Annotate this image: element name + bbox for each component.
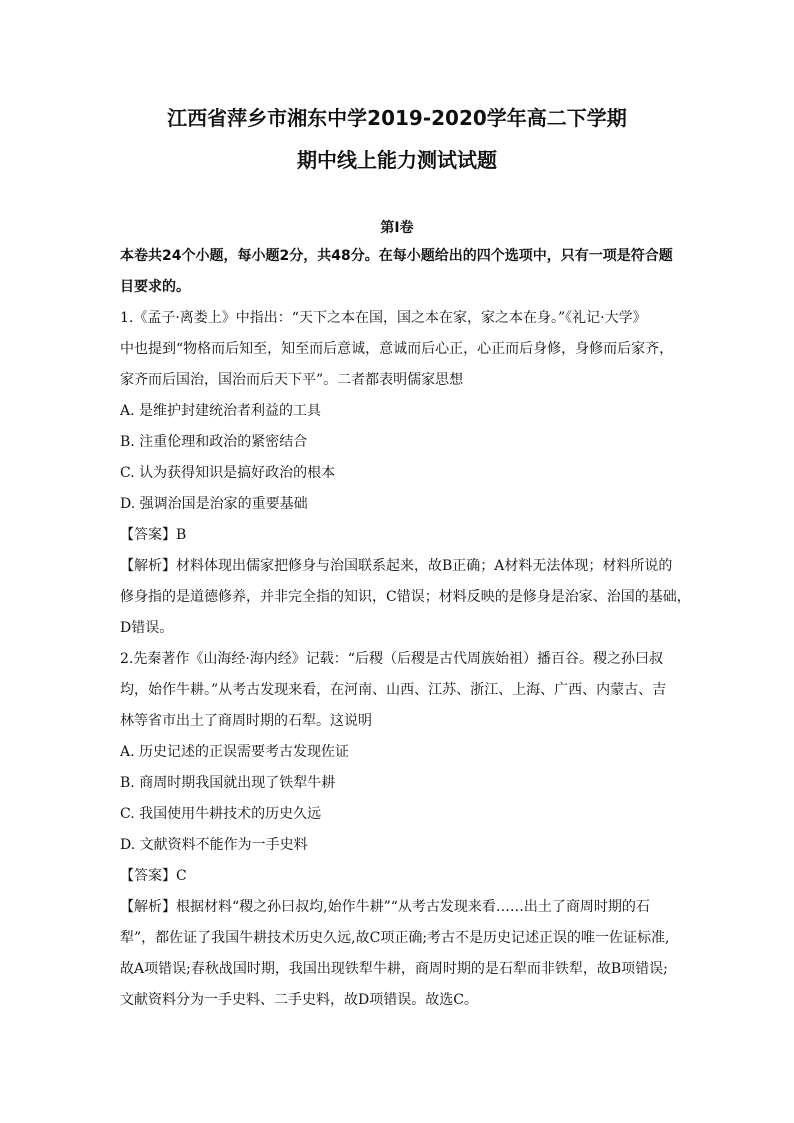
question-2-analysis-line-4: 文献资料分为一手史料、二手史料，故D项错误。故选C。 bbox=[120, 992, 478, 1008]
question-1-option-b: B. 注重伦理和政治的紧密结合 bbox=[120, 434, 308, 450]
section-heading: 第Ⅰ卷 bbox=[380, 220, 414, 236]
question-2-stem-line-3: 林等省市出土了商周时期的石犁。这说明 bbox=[120, 713, 372, 729]
question-1 bbox=[120, 303, 691, 644]
question-2 bbox=[120, 644, 674, 1016]
question-2-stem-line-2: 均，始作牛耕。”从考古发现来看，在河南、山西、江苏、浙江、上海、广西、内蒙古、吉 bbox=[120, 682, 667, 698]
question-2-option-d: D. 文献资料不能作为一手史料 bbox=[120, 837, 308, 853]
question-1-answer: 【答案】B bbox=[120, 527, 187, 543]
question-1-analysis-line-1: 【解析】材料体现出儒家把修身与治国联系起来，故B正确；A材料无法体现；材料所说的 bbox=[120, 558, 673, 574]
question-1-option-c: C. 认为获得知识是搞好政治的根本 bbox=[120, 465, 336, 481]
question-2-analysis-line-1: 【解析】根据材料“稷之孙曰叔均,始作牛耕”“从考古发现来看……出土了商周时期的石 bbox=[120, 899, 650, 915]
section-instructions: 本卷共24个小题，每小题2分，共48分。在每小题给出的四个选项中，只有一项是符合题目要求的。 bbox=[120, 248, 673, 295]
document-title-line-2: 期中线上能力测试试题 bbox=[297, 148, 497, 172]
question-1-stem-line-1: 1.《孟子·离娄上》中指出：“天下之本在国，国之本在家，家之本在身。”《礼记·大学》 bbox=[120, 310, 647, 326]
question-2-stem-line-1: 2.先秦著作《山海经·海内经》记载：“后稷（后稷是古代周族始祖）播百谷。稷之孙曰叔 bbox=[120, 651, 663, 667]
question-2-answer: 【答案】C bbox=[120, 868, 187, 884]
question-2-option-b: B. 商周时期我国就出现了铁犁牛耕 bbox=[120, 775, 336, 791]
document-title-line-1: 江西省萍乡市湘东中学2019-2020学年高二下学期 bbox=[167, 106, 627, 130]
question-1-analysis-line-3: D错误。 bbox=[120, 620, 174, 636]
question-1-analysis-line-2: 修身指的是道德修养，并非完全指的知识，C错误；材料反映的是修身是治家、治国的基础， bbox=[120, 589, 691, 605]
question-2-option-a: A. 历史记述的正误需要考古发现佐证 bbox=[120, 744, 350, 760]
question-1-stem-line-3: 家齐而后国治，国治而后天下平”。二者都表明儒家思想 bbox=[120, 372, 464, 388]
question-2-analysis-line-3: 故A项错误;春秋战国时期，我国出现铁犁牛耕，商周时期的是石犁而非铁犁，故B项错误; bbox=[120, 961, 668, 977]
question-2-analysis-line-2: 犁”，都佐证了我国牛耕技术历史久远,故C项正确;考古不是历史记述正误的唯一佐证标准, bbox=[120, 930, 670, 946]
question-2-option-c: C. 我国使用牛耕技术的历史久远 bbox=[120, 806, 322, 822]
question-1-option-a: A. 是维护封建统治者利益的工具 bbox=[120, 403, 322, 419]
question-1-option-d: D. 强调治国是治家的重要基础 bbox=[120, 496, 308, 512]
question-1-stem-line-2: 中也提到“物格而后知至，知至而后意诚，意诚而后心正，心正而后身修，身修而后家齐， bbox=[120, 341, 674, 357]
